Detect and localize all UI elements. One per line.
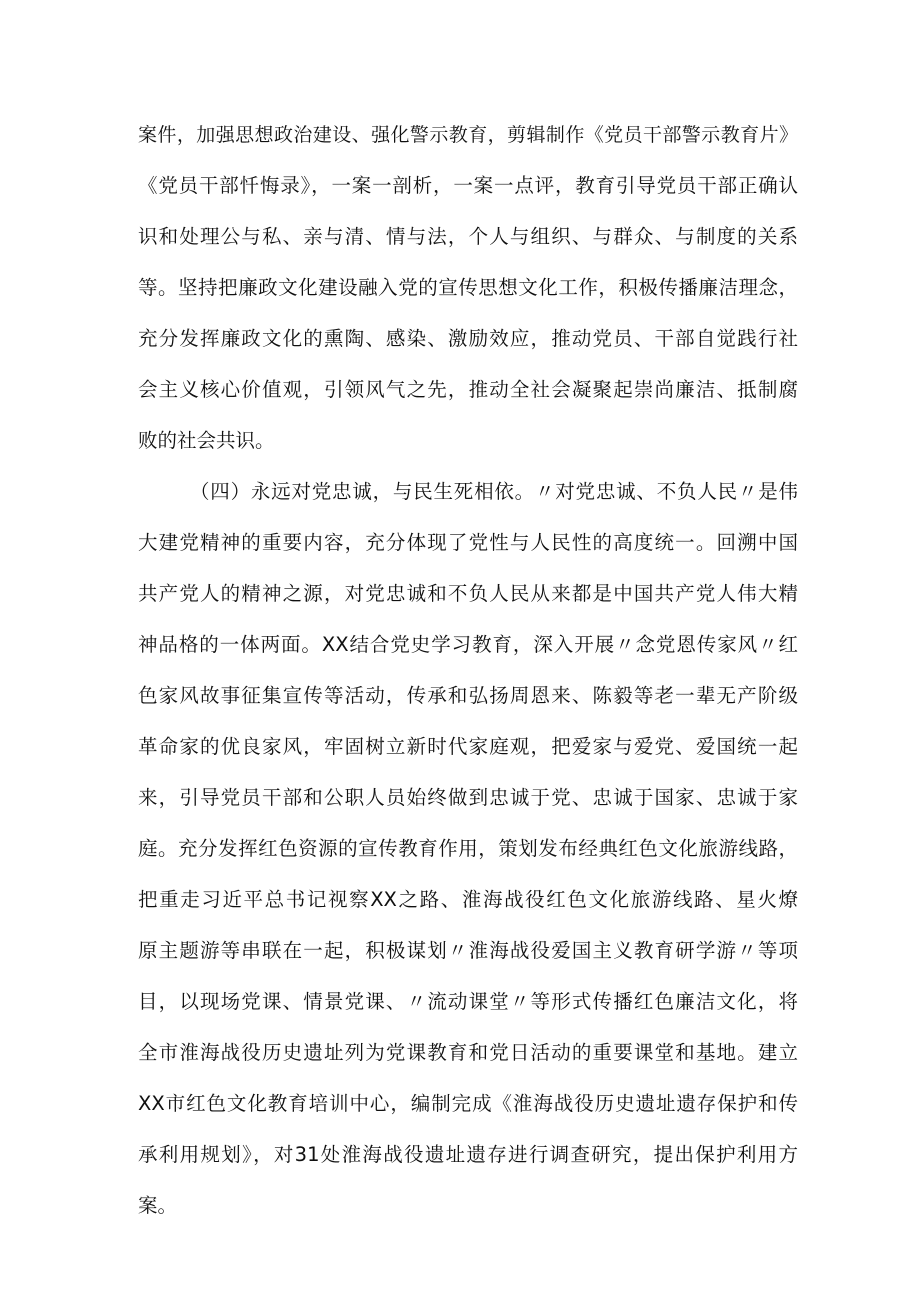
paragraph-2-line-12: 全市淮海战役历史遗址列为党课教育和党日活动的重要课堂和基地。建立: [138, 1041, 798, 1064]
paragraph-2-line-5: 色家风故事征集宣传等活动，传承和弘扬周恩来、陈毅等老一辈无产阶级: [138, 684, 798, 707]
paragraph-1-line-3: 识和处理公与私、亲与清、情与法，个人与组织、与群众、与制度的关系: [138, 225, 798, 248]
paragraph-1-line-6: 会主义核心价值观，引领风气之先，推动全社会凝聚起崇尚廉洁、抵制腐: [138, 378, 798, 401]
paragraph-2-line-10: 原主题游等串联在一起，积极谋划〃淮海战役爱国主义教育研学游〃等项: [138, 939, 798, 962]
paragraph-1-line-4: 等。坚持把廉政文化建设融入党的宣传思想文化工作，积极传播廉洁理念，: [138, 276, 798, 299]
paragraph-2-line-8: 庭。充分发挥红色资源的宣传教育作用，策划发布经典红色文化旅游线路，: [138, 837, 798, 860]
paragraph-2-line-3: 共产党人的精神之源，对党忠诚和不负人民从来都是中国共产党人伟大精: [138, 582, 798, 605]
paragraph-2-line-2: 大建党精神的重要内容，充分体现了党性与人民性的高度统一。回溯中国: [138, 531, 798, 554]
paragraph-2-line-15: 案。: [138, 1194, 178, 1217]
paragraph-2-line-11: 目，以现场党课、情景党课、〃流动课堂〃等形式传播红色廉洁文化，将: [138, 990, 798, 1013]
paragraph-2-line-6: 革命家的优良家风，牢固树立新时代家庭观，把爱家与爱党、爱国统一起: [138, 735, 798, 758]
paragraph-1-line-2: 《党员干部忏悔录》，一案一剖析，一案一点评，教育引导党员干部正确认: [138, 174, 798, 197]
paragraph-1-line-7: 败的社会共识。: [138, 429, 275, 452]
paragraph-1-line-1: 案件，加强思想政治建设、强化警示教育，剪辑制作《党员干部警示教育片》: [138, 124, 798, 146]
paragraph-2-line-13: XX市红色文化教育培训中心，编制完成《淮海战役历史遗址遗存保护和传: [138, 1092, 798, 1115]
paragraph-1-line-5: 充分发挥廉政文化的熏陶、感染、激励效应，推动党员、干部自觉践行社: [138, 327, 798, 350]
paragraph-2-line-4: 神品格的一体两面。XX结合党史学习教育，深入开展〃念党恩传家风〃红: [138, 633, 798, 656]
paragraph-2-line-1: （四）永远对党忠诚，与民生死相依。〃对党忠诚、不负人民〃是伟: [190, 480, 798, 503]
paragraph-2-line-9: 把重走习近平总书记视察XX之路、淮海战役红色文化旅游线路、星火燎: [138, 888, 798, 911]
paragraph-2-line-7: 来，引导党员干部和公职人员始终做到忠诚于党、忠诚于国家、忠诚于家: [138, 786, 798, 809]
paragraph-2-line-14: 承利用规划》，对31处淮海战役遗址遗存进行调查研究，提出保护利用方: [138, 1143, 798, 1166]
